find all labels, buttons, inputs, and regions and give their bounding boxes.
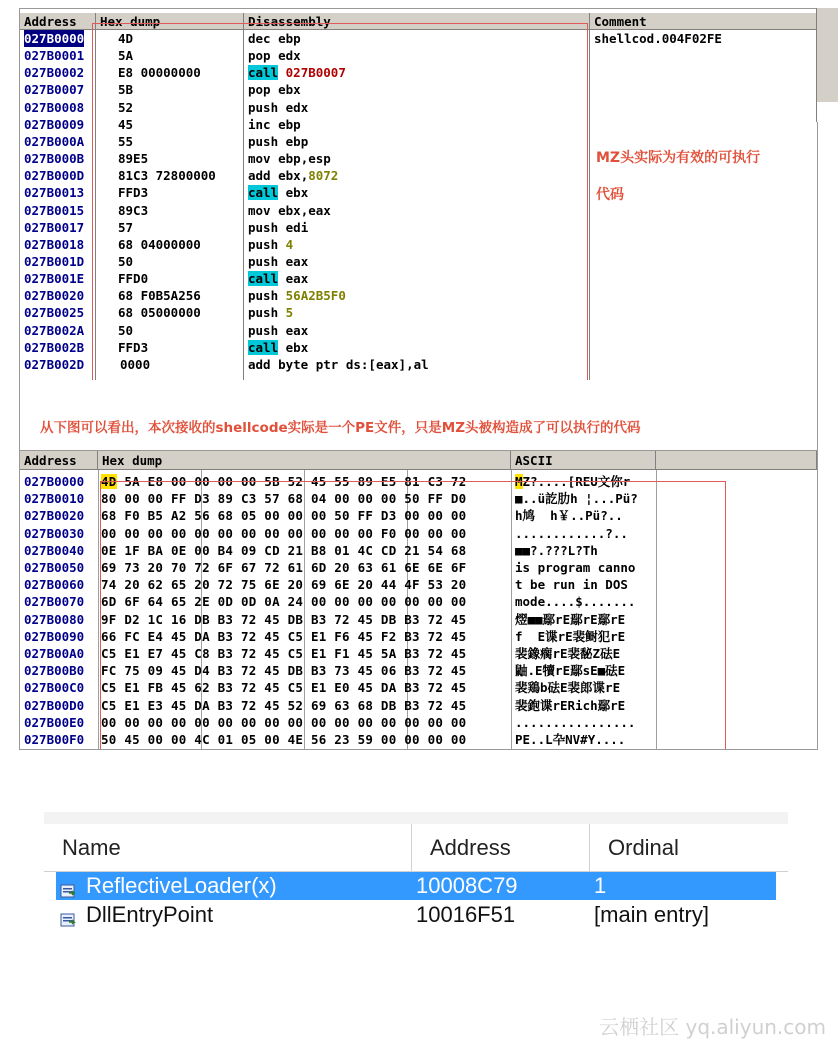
disasm-instruction: push 4: [248, 236, 294, 252]
disasm-hex: 89C3: [118, 202, 149, 218]
disasm-hex: 55: [118, 133, 134, 149]
disasm-instruction: inc ebp: [248, 116, 301, 132]
disasm-address: 027B0020: [24, 288, 85, 304]
mz-note-line1: MZ头实际为有效的可执行: [596, 150, 761, 166]
disasm-address: 027B0008: [24, 99, 85, 115]
hex-ascii: 裴鉋谍rERich鄢rE: [515, 697, 626, 713]
export-address: 10016F51: [416, 902, 516, 927]
disasm-address: 027B001E: [24, 271, 85, 287]
disasm-address: 027B002B: [24, 339, 85, 355]
exports-header-address[interactable]: Address: [412, 824, 590, 872]
disasm-instruction: mov ebx,eax: [248, 202, 331, 218]
watermark: 云栖社区 yq.aliyun.com: [599, 1015, 826, 1039]
pe-file-highlight-box: [100, 481, 726, 750]
hex-ascii: f E谍rE裴鲥犯rE: [515, 628, 626, 644]
hex-ascii: MZ?....[REU文你r: [515, 474, 631, 489]
hex-bytes: 80 00 00 FF D3 89 C3 57 68 04 00 00 00 50 FF D0: [101, 491, 467, 507]
hex-bytes: 00 00 00 00 00 00 00 00 00 00 00 00 00 00 00 00: [101, 714, 467, 730]
hex-address: 027B0050: [24, 560, 85, 575]
disasm-address: 027B0000: [24, 31, 85, 46]
disasm-address: 027B0017: [24, 219, 85, 235]
disasm-hex: 45: [118, 116, 134, 132]
exports-header-name[interactable]: Name: [44, 824, 412, 872]
disasm-hex: 50: [118, 322, 134, 338]
disasm-hex: 5B: [118, 82, 134, 98]
disasm-instruction: dec ebp: [248, 31, 301, 46]
hex-ascii: mode....$.......: [515, 594, 636, 610]
disasm-hex: 52: [118, 99, 134, 115]
hex-address: 027B00F0: [24, 732, 85, 747]
disasm-hex: FFD3: [118, 339, 149, 355]
hex-ascii: t be run in DOS: [515, 577, 636, 593]
hex-bytes: FC 75 09 45 D4 B3 72 45 DB B3 73 45 06 B3 72 45: [101, 663, 467, 679]
hex-bytes: 66 FC E4 45 DA B3 72 45 C5 E1 F6 45 F2 B3 72 45: [101, 628, 467, 644]
disassembly-pane: [19, 8, 818, 382]
hex-address: 027B00E0: [24, 714, 85, 730]
export-ordinal: [main entry]: [594, 902, 709, 927]
hex-address: 027B00D0: [24, 697, 85, 713]
hex-ascii: 裴鶏b砝E裴郎谍rE: [515, 680, 621, 696]
export-name: DllEntryPoint: [86, 902, 214, 927]
disasm-hex: E8 00000000: [118, 65, 201, 81]
disasm-instruction: push eax: [248, 322, 309, 338]
hex-bytes: 4D 5A E8 00 00 00 00 5B 52 45 55 89 E5 81 C3 72: [101, 474, 467, 489]
hex-bytes: 69 73 20 70 72 6F 67 72 61 6D 20 63 61 6E 6E 6F: [101, 560, 467, 575]
hex-address: 027B00A0: [24, 646, 85, 661]
hex-address: 027B0040: [24, 542, 85, 558]
disasm-instruction: push ebp: [248, 133, 309, 149]
disasm-hex: 57: [118, 219, 134, 235]
hex-ascii: ■..ü訖肋h ¦...Pü?: [515, 491, 638, 507]
hex-bytes: C5 E1 E3 45 DA B3 72 45 52 69 63 68 DB B3 72 45: [101, 697, 467, 713]
disasm-instruction: add byte ptr ds:[eax],al: [248, 356, 429, 372]
hex-header-ascii[interactable]: ASCII: [511, 451, 656, 470]
disasm-hex: 4D: [118, 31, 134, 46]
disasm-instruction: pop ebx: [248, 82, 301, 98]
disasm-comment: shellcod.004F02FE: [594, 31, 722, 46]
disasm-hex: 81C3 72800000: [118, 168, 216, 184]
disasm-instruction: pop edx: [248, 48, 301, 64]
hex-ascii: h鸠 h￥..Pü?..: [515, 508, 623, 524]
disasm-address: 027B000A: [24, 133, 85, 149]
hex-address: 027B0010: [24, 491, 85, 507]
disasm-instruction: call eax: [248, 271, 309, 287]
hex-ascii: 裴鐌瘸rE裴馝Z砝E: [515, 646, 621, 661]
mz-note-line2: 代码: [596, 187, 624, 203]
disasm-address: 027B0009: [24, 116, 85, 132]
exports-table: [44, 812, 788, 1020]
export-function-icon: [60, 907, 76, 923]
hex-bytes: C5 E1 FB 45 62 B3 72 45 C5 E1 E0 45 DA B3 72 45: [101, 680, 467, 696]
disasm-instruction: call ebx: [248, 339, 309, 355]
export-row[interactable]: [56, 872, 776, 900]
hex-bytes: 68 F0 B5 A2 56 68 05 00 00 00 50 FF D3 00 00 00: [101, 508, 467, 524]
hex-bytes: 50 45 00 00 4C 01 05 00 4E 56 23 59 00 00 00 00: [101, 732, 467, 747]
hex-ascii: ............?..: [515, 525, 628, 541]
disasm-hex: FFD0: [118, 271, 149, 287]
disasm-instruction: call 027B0007: [248, 65, 346, 81]
disasm-address: 027B002A: [24, 322, 85, 338]
disasm-instruction: call ebx: [248, 185, 309, 201]
disasm-hex: 0000: [120, 356, 151, 372]
col-header-comment[interactable]: Comment: [590, 13, 817, 30]
hex-ascii: is program canno: [515, 560, 636, 575]
disasm-address: 027B0002: [24, 65, 85, 81]
hex-ascii: ................: [515, 714, 636, 730]
hex-bytes: C5 E1 E7 45 C8 B3 72 45 C5 E1 F1 45 5A B3 72 45: [101, 646, 467, 661]
disasm-address: 027B0015: [24, 202, 85, 218]
hex-address: 027B0020: [24, 508, 85, 524]
hex-address: 027B0000: [24, 474, 85, 489]
export-function-icon: [60, 878, 76, 894]
disasm-hex: 68 F0B5A256: [118, 288, 201, 304]
hex-address: 027B0060: [24, 577, 85, 593]
hex-header-address[interactable]: Address: [20, 451, 98, 470]
hex-bytes: 6D 6F 64 65 2E 0D 0D 0A 24 00 00 00 00 00 00 00: [101, 594, 467, 610]
export-name: ReflectiveLoader(x): [86, 873, 277, 898]
hex-ascii: PE..L卆NV#Y....: [515, 732, 626, 747]
hex-bytes: 00 00 00 00 00 00 00 00 00 00 00 00 F0 00 00 00: [101, 525, 467, 541]
export-address: 10008C79: [416, 873, 518, 898]
hex-ascii: 鼬.E犢rE鄢sE■砝E: [515, 663, 626, 679]
hex-ascii: ■■?.???L?Th: [515, 542, 598, 558]
disasm-hex: 5A: [118, 48, 134, 64]
disasm-hex: FFD3: [118, 185, 149, 201]
disasm-hex: 68 04000000: [118, 236, 201, 252]
pe-file-caption: 从下图可以看出，本次接收的shellcode实际是一个PE文件，只是MZ头被构造成了可以执行的代码: [40, 420, 641, 436]
export-row[interactable]: [56, 901, 776, 929]
disasm-instruction: push 56A2B5F0: [248, 288, 346, 304]
disasm-address: 027B0013: [24, 185, 85, 201]
hex-address: 027B0080: [24, 611, 85, 627]
disasm-hex: 89E5: [118, 151, 149, 167]
hex-address: 027B00B0: [24, 663, 85, 679]
hex-address: 027B00C0: [24, 680, 85, 696]
disasm-address: 027B002D: [24, 356, 85, 372]
hex-bytes: 9F D2 1C 16 DB B3 72 45 DB B3 72 45 DB B3 72 45: [101, 611, 467, 627]
export-ordinal: 1: [594, 873, 607, 898]
disasm-instruction: add ebx,8072: [248, 168, 339, 184]
hex-header-hex-dump[interactable]: Hex dump: [98, 451, 511, 470]
mz-header-highlight-box: [92, 23, 588, 382]
disasm-instruction: mov ebp,esp: [248, 151, 331, 167]
disasm-instruction: push edx: [248, 99, 309, 115]
disasm-address: 027B001D: [24, 253, 85, 269]
disasm-instruction: push edi: [248, 219, 309, 235]
hex-address: 027B0030: [24, 525, 85, 541]
disasm-address: 027B0007: [24, 82, 85, 98]
disasm-hex: 50: [118, 253, 134, 269]
exports-header-ordinal[interactable]: Ordinal: [590, 824, 788, 872]
col-header-hex-dump[interactable]: Hex dump: [96, 13, 244, 30]
disasm-address: 027B0001: [24, 48, 85, 64]
disasm-instruction: push eax: [248, 253, 309, 269]
hex-bytes: 0E 1F BA 0E 00 B4 09 CD 21 B8 01 4C CD 21 54 68: [101, 542, 467, 558]
col-header-address[interactable]: Address: [20, 13, 96, 30]
col-header-disassembly[interactable]: Disassembly: [244, 13, 590, 30]
hex-address: 027B0090: [24, 628, 85, 644]
hex-dump-pane: [19, 450, 818, 750]
disasm-address: 027B000B: [24, 151, 85, 167]
hex-ascii: 熤■■鄢rE鄢rE鄢rE: [515, 611, 626, 627]
disasm-instruction: push 5: [248, 305, 294, 321]
disasm-address: 027B0018: [24, 236, 85, 252]
hex-bytes: 74 20 62 65 20 72 75 6E 20 69 6E 20 44 4F 53 20: [101, 577, 467, 593]
hex-address: 027B0070: [24, 594, 85, 610]
disasm-hex: 68 05000000: [118, 305, 201, 321]
disasm-address: 027B0025: [24, 305, 85, 321]
disasm-address: 027B000D: [24, 168, 85, 184]
